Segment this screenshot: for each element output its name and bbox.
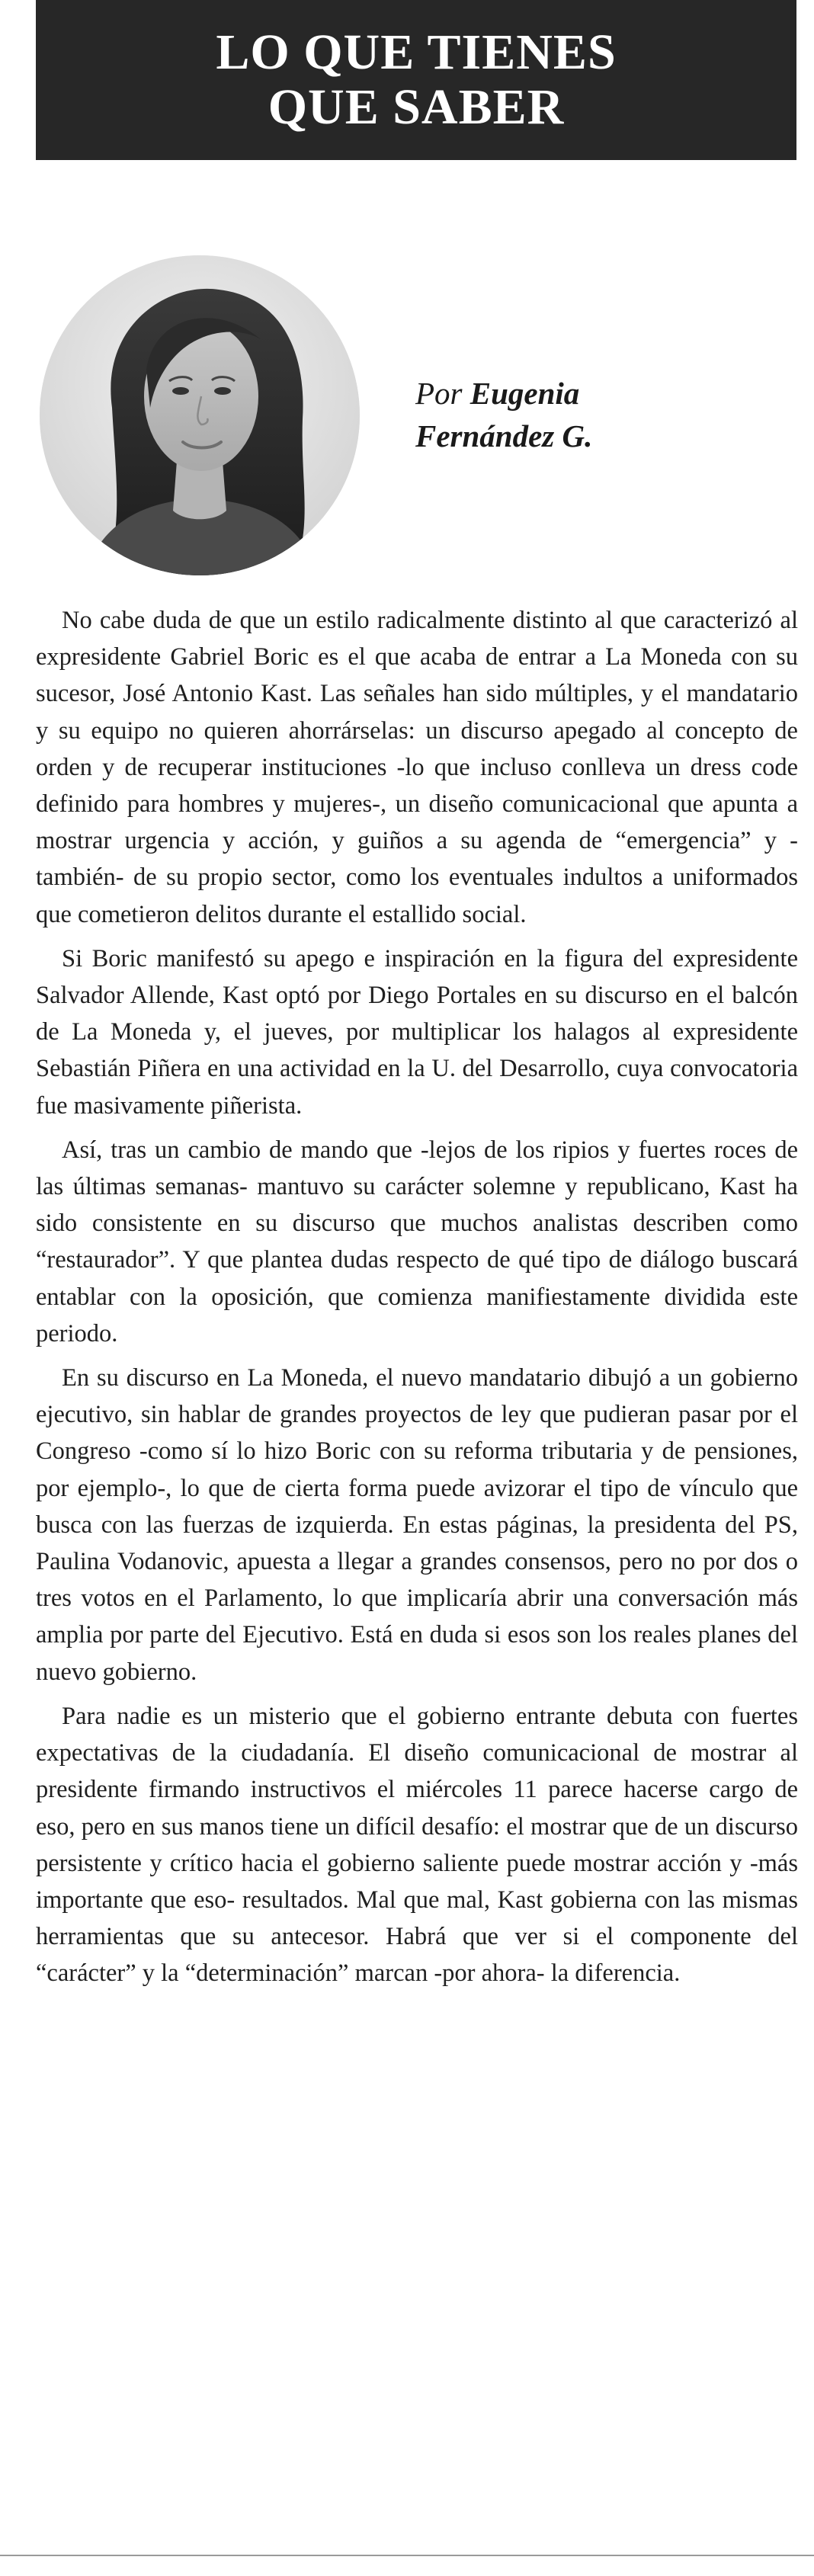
article-paragraph-3: Así, tras un cambio de mando que -lejos de los ripios y fuertes roces de las últimas semanas- mantuvo su carácter solemne y republicano, Kast ha sido consistente en su discurso que muchos analistas describen como “restaurador”. Y que plantea dudas respecto de qué tipo de diálogo buscará entablar con la oposición, que comienza manifiestamente dividida este periodo.: [36, 1136, 798, 1347]
section-header: [36, 0, 796, 160]
section-title-line-1: LO QUE TIENES: [216, 24, 617, 80]
article-paragraph-4: En su discurso en La Moneda, el nuevo mandatario dibujó a un gobierno ejecutivo, sin hablar de grandes proyectos de ley que pudieran pasar por el Congreso -como sí lo hizo Boric con su reforma tributaria y de pensiones, por ejemplo-, lo que de cierta forma puede avizorar el tipo de vínculo que busca con las fuerzas de izquierda. En estas páginas, la presidenta del PS, Paulina Vodanovic, apuesta a llegar a grandes consensos, pero no por dos o tres votos en el Parlamento, lo que implicaría abrir una conversación más amplia por parte del Ejecutivo. Está en duda si esos son los reales planes del nuevo gobierno.: [36, 1364, 798, 1686]
article-paragraph-5: Para nadie es un misterio que el gobierno entrante debuta con fuertes expectativas de la ciudadanía. El diseño comunicacional de mostrar al presidente firmando instructivos el miércoles 11 parece hacerse cargo de eso, pero en sus manos tiene un difícil desafío: el mostrar que de un discurso persistente y crítico hacia el gobierno saliente puede mostrar acción y -más importante que eso- resultados. Mal que mal, Kast gobierna con las mismas herramientas que su antecesor. Habrá que ver si el componente del “carácter” y la “determinación” marcan -por ahora- la diferencia.: [36, 1702, 798, 1988]
article-paragraph-1: No cabe duda de que un estilo radicalmente distinto al que caracterizó al expresidente Gabriel Boric es el que acaba de entrar a La Moneda con su sucesor, José Antonio Kast. Las señales han sido múltiples, y el mandatario y su equipo no quieren ahorrárselas: un discurso apegado al concepto de orden y de recuperar instituciones -lo que incluso conlleva un dress code definido para hombres y mujeres-, un diseño comunicacional que apunta a mostrar urgencia y acción, y guiños a su agenda de “emergencia” y -también- de su propio sector, como los eventuales indultos a uniformados que cometieron delitos durante el estallido social.: [36, 607, 798, 928]
author-photo: [40, 255, 360, 575]
article-body: [36, 602, 798, 2000]
author-last-name: Fernández G.: [415, 418, 593, 453]
byline: [415, 372, 592, 457]
article-paragraph-2: Si Boric manifestó su apego e inspiración en la figura del expresidente Salvador Allende, Kast optó por Diego Portales en su discurso en el balcón de La Moneda y, el jueves, por multiplicar los halagos al expresidente Sebastián Piñera en una actividad en la U. del Desarrollo, cuya convocatoria fue masivamente piñerista.: [36, 944, 798, 1120]
section-title-line-2: QUE SABER: [268, 79, 565, 135]
bottom-divider: [0, 2555, 814, 2556]
byline-prefix: Por: [415, 376, 463, 411]
section-title: [216, 25, 616, 135]
author-first-name: Eugenia: [469, 376, 580, 411]
